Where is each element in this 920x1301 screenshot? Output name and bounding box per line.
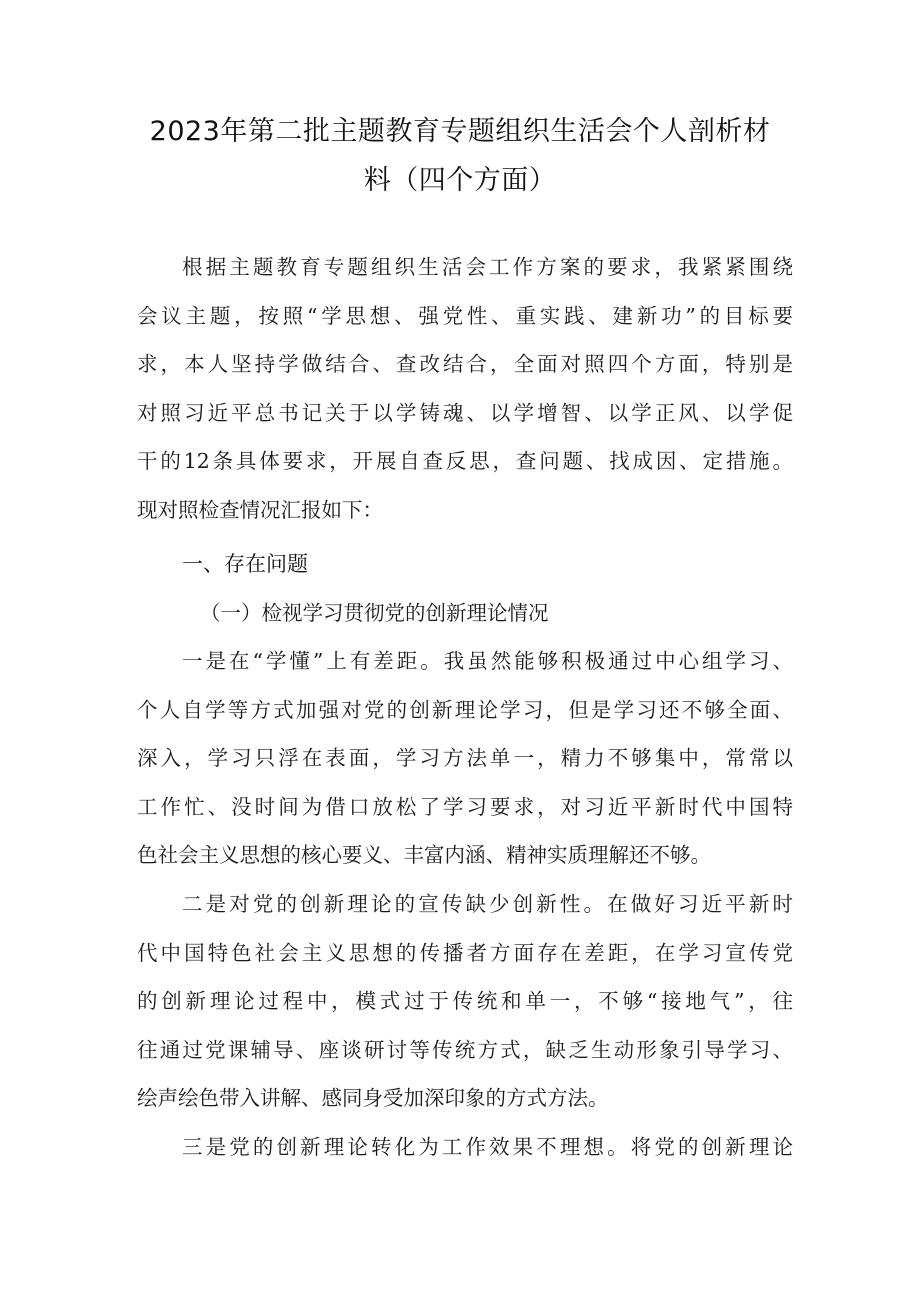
intro-paragraph [137, 243, 793, 534]
point-2-line: 二是对党的创新理论的宣传缺少创新性。在做好习近平新时 [182, 892, 793, 916]
intro-line: 现对照检查情况汇报如下： [137, 497, 383, 522]
point-1-line: 深入，学习只浮在表面，学习方法单一，精力不够集中，常常以 [137, 746, 793, 770]
section-heading: 一、存在问题 [182, 552, 308, 576]
point-1-line: 工作忙、没时间为借口放松了学习要求，对习近平新时代中国特 [137, 794, 793, 819]
intro-line: 干的12条具体要求，开展自查反思，查问题、找成因、定措施。 [137, 449, 793, 473]
point-2-line: 绘声绘色带入讲解、感同身受加深印象的方式方法。 [137, 1086, 609, 1110]
intro-line: 根据主题教育专题组织生活会工作方案的要求，我紧紧围绕 [182, 255, 793, 279]
point-2-line: 往通过党课辅导、座谈研讨等传统方式，缺乏生动形象引导学习、 [137, 1037, 793, 1062]
document-title-line-1: 2023年第二批主题教育专题组织生活会个人剖析材 [149, 116, 771, 147]
point-2-line: 的创新理论过程中，模式过于传统和单一，不够“接地气”，往 [137, 989, 793, 1013]
point-3-line: 三是党的创新理论转化为工作效果不理想。将党的创新理论 [182, 1135, 793, 1159]
point-1-line: 色社会主义思想的核心要义、丰富内涵、精神实质理解还不够。 [137, 843, 711, 867]
point-2-line: 代中国特色社会主义思想的传播者方面存在差距，在学习宣传党 [137, 940, 793, 965]
subsection-heading: （一）检视学习贯彻党的创新理论情况 [200, 601, 549, 625]
point-2-paragraph [137, 880, 793, 1123]
document-title-line-2: 料（四个方面） [363, 165, 557, 196]
intro-line: 对照习近平总书记关于以学铸魂、以学增智、以学正风、以学促 [137, 400, 793, 425]
point-3-paragraph [137, 1123, 793, 1172]
point-1-line: 一是在“学懂”上有差距。我虽然能够积极通过中心组学习、 [182, 649, 793, 673]
intro-line: 求，本人坚持学做结合、查改结合，全面对照四个方面，特别是 [137, 352, 793, 376]
intro-line: 会议主题，按照“学思想、强党性、重实践、建新功”的目标要 [137, 303, 793, 328]
point-1-paragraph [137, 637, 793, 880]
point-1-line: 个人自学等方式加强对党的创新理论学习，但是学习还不够全面、 [137, 697, 793, 722]
